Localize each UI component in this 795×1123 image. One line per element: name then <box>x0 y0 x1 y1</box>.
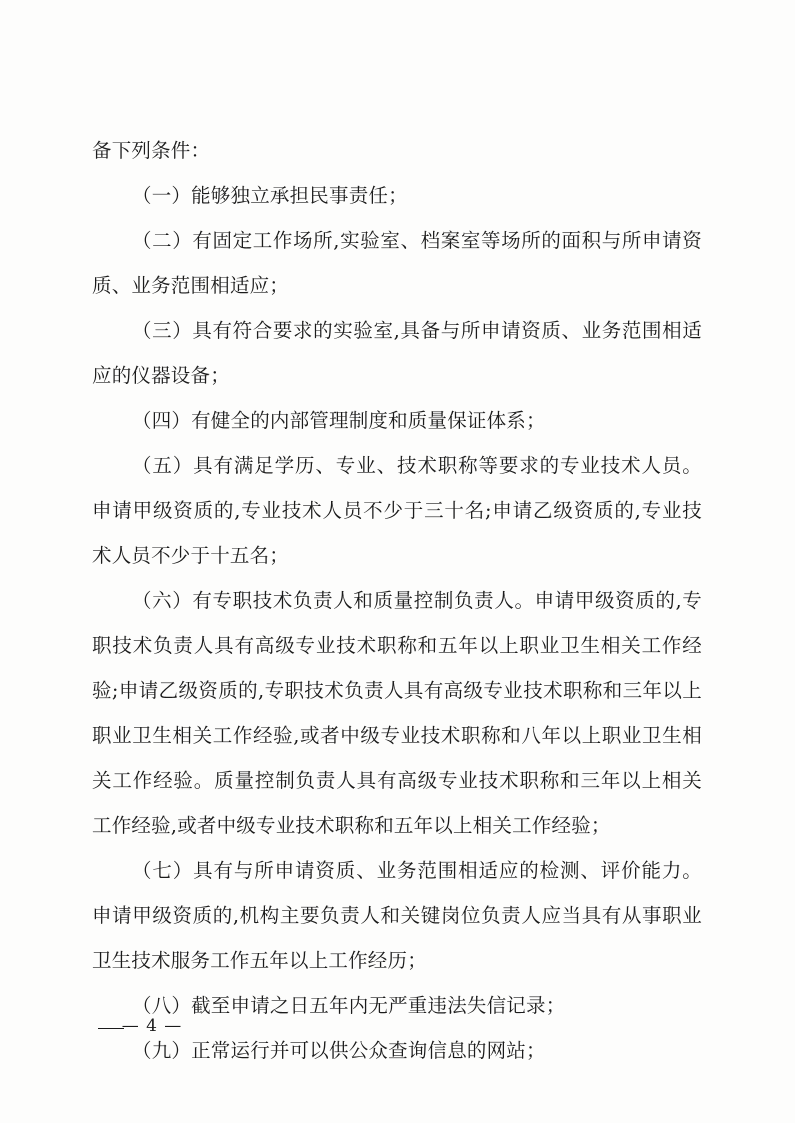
paragraph-item-3: （三）具有符合要求的实验室,具备与所申请资质、业务范围相适应的仪器设备； <box>92 319 702 387</box>
document-body <box>92 128 702 1073</box>
paragraph-item-7: （七）具有与所申请资质、业务范围相适应的检测、评价能力。申请甲级资质的,机构主要负责人和关键岗位负责人应当具有从事职业卫生技术服务工作五年以上工作经历； <box>92 859 702 972</box>
paragraph-lead: 备下列条件： <box>92 139 211 162</box>
page-footer <box>92 1016 702 1046</box>
paragraph-item-2: （二）有固定工作场所,实验室、档案室等场所的面积与所申请资质、业务范围相适应； <box>92 229 702 297</box>
paragraph-item-9: （九）正常运行并可以供公众查询信息的网站； <box>132 1039 546 1062</box>
paragraph-item-4: （四）有健全的内部管理制度和质量保证体系； <box>132 409 546 432</box>
paragraph-item-1: （一）能够独立承担民事责任； <box>132 184 408 207</box>
page-number: — 4 — <box>121 1016 183 1036</box>
paragraph-item-5: （五）具有满足学历、专业、技术职称等要求的专业技术人员。申请甲级资质的,专业技术人员不少于三十名;申请乙级资质的,专业技术人员不少于十五名； <box>92 454 702 567</box>
paragraph-item-6: （六）有专职技术负责人和质量控制负责人。申请甲级资质的,专职技术负责人具有高级专业技术职称和五年以上职业卫生相关工作经验;申请乙级资质的,专职技术负责人具有高级专业技术职称和三年以上职业卫生相关工作经验,或者中级专业技术职称和八年以上职业卫生相关工作经验。质量控制负责人具有高级专业技术职称和三年以上相关工作经验,或者中级专业技术职称和五年以上相关工作经验； <box>92 589 702 837</box>
paragraph-item-8: （八）截至申请之日五年内无严重违法失信记录； <box>132 994 566 1017</box>
